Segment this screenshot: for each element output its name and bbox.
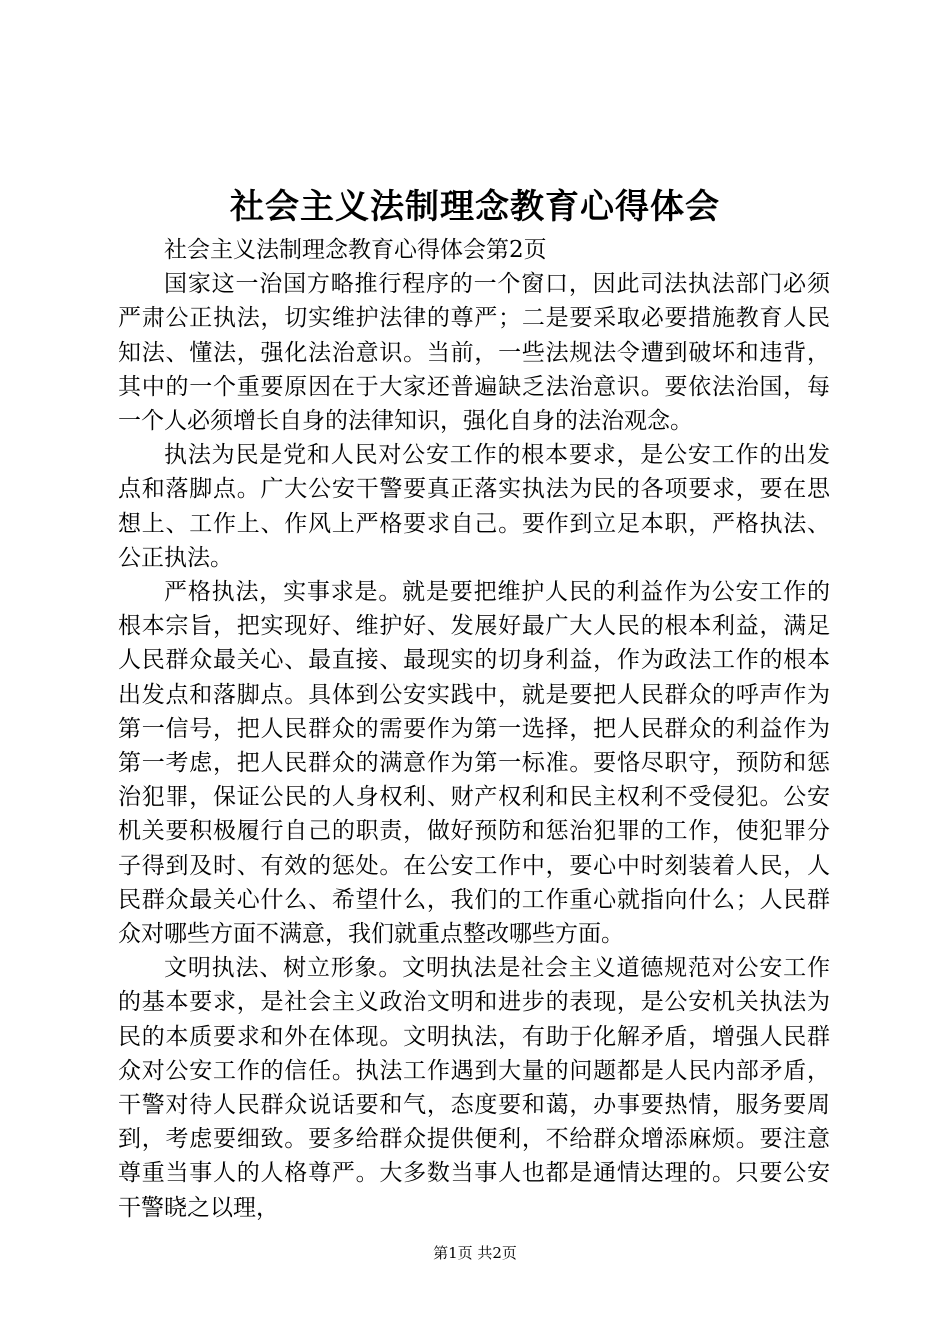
paragraph: 文明执法、树立形象。文明执法是社会主义道德规范对公安工作的基本要求，是社会主义政治文明和进步的表现，是公安机关执法为民的本质要求和外在体现。文明执法，有助于化解矛盾，增强人民群众对公安工作的信任。执法工作遇到大量的问题都是人民内部矛盾，干警对待人民群众说话要和气，态度要和蔼，办事要热情，服务要周到，考虑要细致。要多给群众提供便利，不给群众增添麻烦。要注意尊重当事人的人格尊严。大多数当事人也都是通情达理的。只要公安干警晓之以理， bbox=[118, 955, 830, 1221]
paragraph: 执法为民是党和人民对公安工作的根本要求，是公安工作的出发点和落脚点。广大公安干警要真正落实执法为民的各项要求，要在思想上、工作上、作风上严格要求自己。要作到立足本职，严格执法、公正执法。 bbox=[118, 442, 830, 571]
paragraph: 国家这一治国方略推行程序的一个窗口，因此司法执法部门必须严肃公正执法，切实维护法律的尊严；二是要采取必要措施教育人民知法、懂法，强化法治意识。当前，一些法规法令遭到破坏和违背，其中的一个重要原因在于大家还普遍缺乏法治意识。要依法治国，每一个人必须增长自身的法律知识，强化自身的法治观念。 bbox=[118, 271, 830, 435]
document-title: 社会主义法制理念教育心得体会 bbox=[230, 187, 720, 227]
document-body bbox=[118, 233, 830, 1225]
paragraph: 社会主义法制理念教育心得体会第2页 bbox=[164, 237, 547, 263]
paragraph: 严格执法，实事求是。就是要把维护人民的利益作为公安工作的根本宗旨，把实现好、维护好、发展好最广大人民的根本利益，满足人民群众最关心、最直接、最现实的切身利益，作为政法工作的根本出发点和落脚点。具体到公安实践中，就是要把人民群众的呼声作为第一信号，把人民群众的需要作为第一选择，把人民群众的利益作为第一考虑，把人民群众的满意作为第一标准。要恪尽职守，预防和惩治犯罪，保证公民的人身权利、财产权利和民主权利不受侵犯。公安机关要积极履行自己的职责，做好预防和惩治犯罪的工作，使犯罪分子得到及时、有效的惩处。在公安工作中，要心中时刻装着人民，人民群众最关心什么、希望什么，我们的工作重心就指向什么；人民群众对哪些方面不满意，我们就重点整改哪些方面。 bbox=[118, 579, 830, 948]
page-footer: 第1页 共2页 bbox=[433, 1244, 517, 1262]
